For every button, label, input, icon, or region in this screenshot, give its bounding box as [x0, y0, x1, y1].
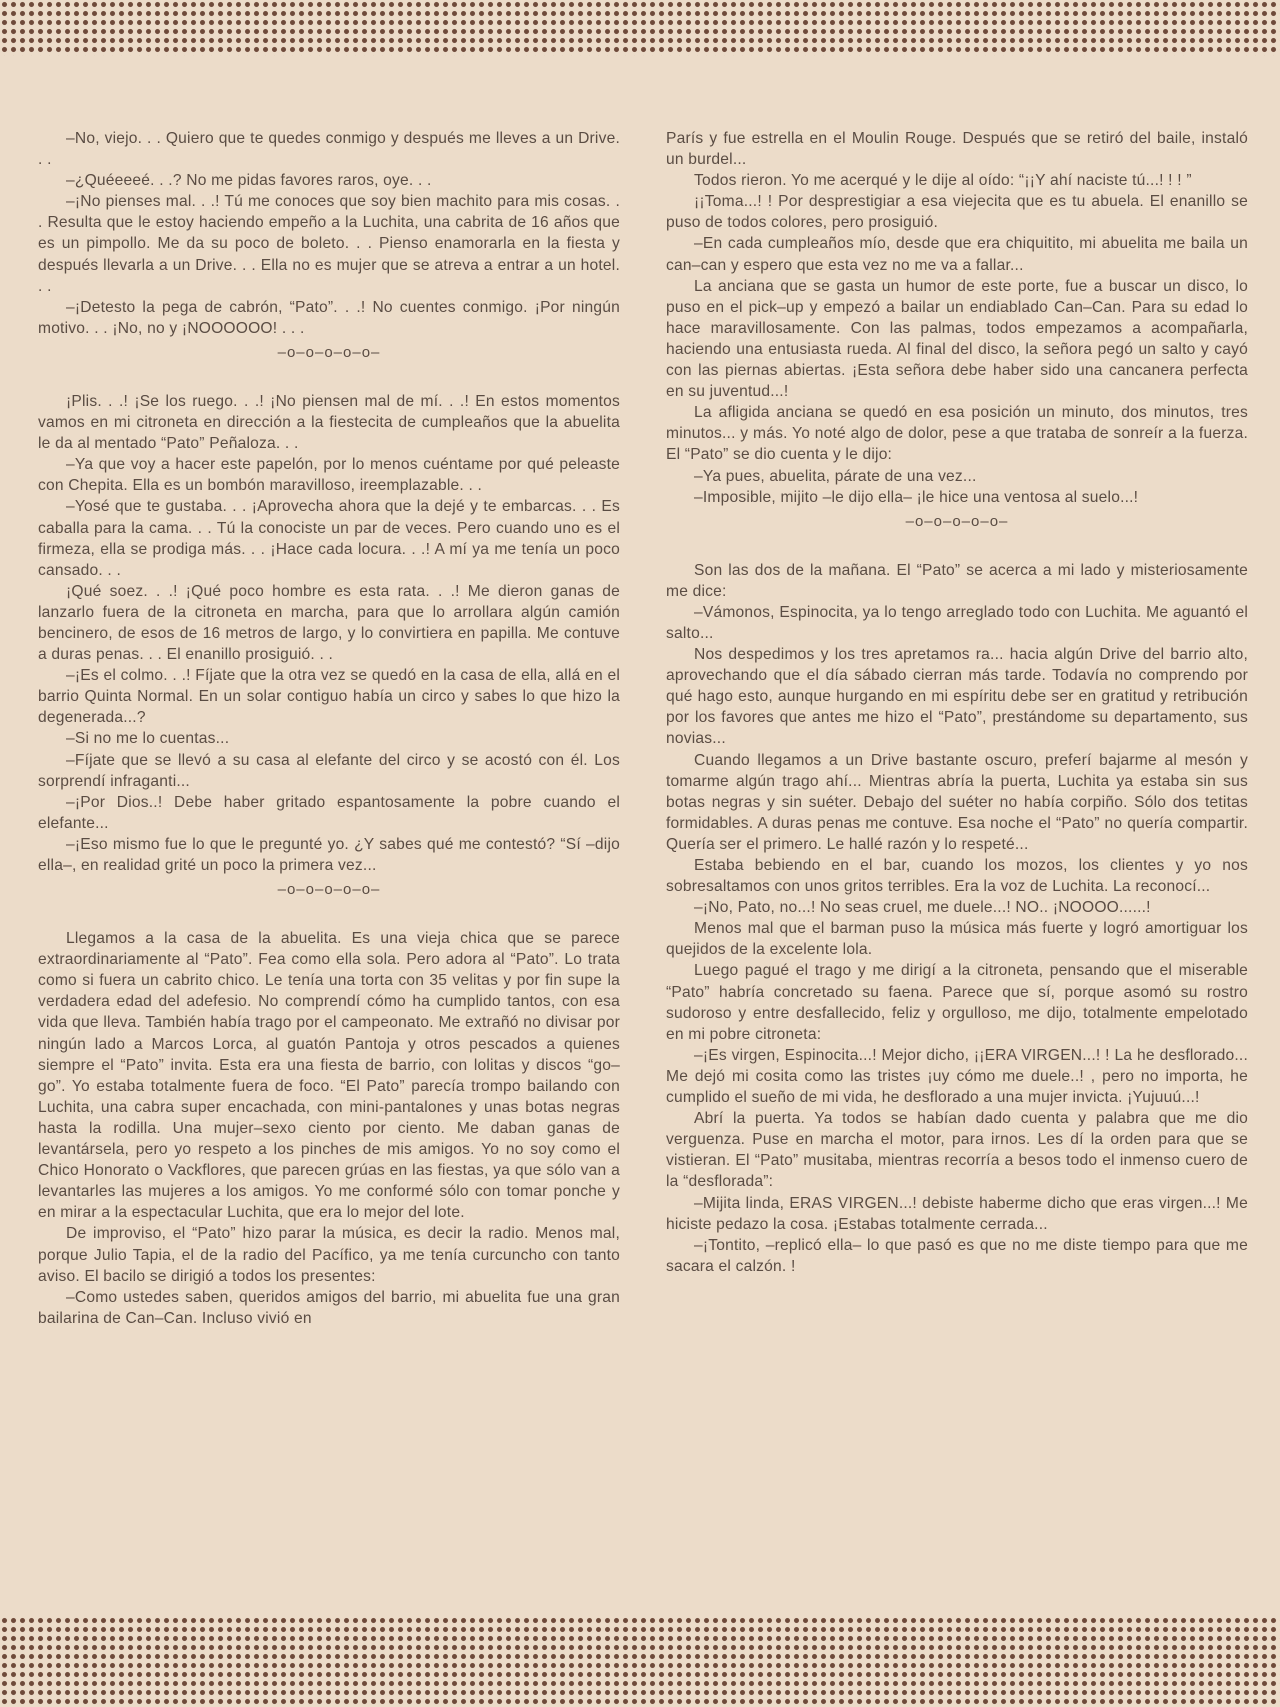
paragraph: –¡Es el colmo. . .! Fíjate que la otra vez se quedó en la casa de ella, allá en el barrio Quinta Normal. En un solar contiguo había un circo y sabes lo que hizo la degenerada...?: [38, 667, 620, 727]
paragraph: –Vámonos, Espinocita, ya lo tengo arreglado todo con Luchita. Me aguantó el salto...: [666, 603, 1248, 642]
paragraph: –No, viejo. . . Quiero que te quedes conmigo y después me lleves a un Drive. . .: [38, 130, 620, 169]
paragraph: París y fue estrella en el Moulin Rouge. Después que se retiró del baile, instaló un burdel...: [666, 130, 1248, 169]
paragraph: –¡Por Dios..! Debe haber gritado espantosamente la pobre cuando el elefante...: [38, 793, 620, 832]
paragraph: ¡¡Toma...! ! Por desprestigiar a esa viejecita que es tu abuela. El enanillo se puso de todos colores, pero prosiguió.: [666, 193, 1248, 232]
paragraph: –¡Detesto la pega de cabrón, “Pato”. . .! No cuentes conmigo. ¡Por ningún motivo. . . ¡No, no y ¡NOOOOOO! . . .: [38, 298, 620, 337]
paragraph: ¡Plis. . .! ¡Se los ruego. . .! ¡No piensen mal de mí. . .! En estos momentos vamos en mi citroneta en dirección a la fiestecita de cumpleaños que la abuelita le da al mentado “Pato” Peñaloza. . .: [38, 392, 620, 453]
section-separator: –o–o–o–o–o–: [277, 881, 381, 899]
paragraph: Menos mal que el barman puso la música más fuerte y logró amortiguar los quejidos de la excelente lola.: [666, 920, 1248, 959]
top-dot-border: [0, 0, 1280, 56]
paragraph: –En cada cumpleaños mío, desde que era chiquitito, mi abuelita me baila un can–can y espero que esta vez no me va a fallar...: [666, 235, 1248, 274]
paragraph: –¡Eso mismo fue lo que le pregunté yo. ¿Y sabes qué me contestó? “Sí –dijo ella–, en realidad grité un poco la primera vez...: [38, 835, 620, 874]
paragraph: –¿Quéeeeé. . .? No me pidas favores raros, oye. . .: [66, 172, 432, 190]
paragraph: –Como ustedes saben, queridos amigos del barrio, mi abuelita fue una gran bailarina de Can–Can. Incluso vivió en: [38, 1288, 620, 1327]
paragraph: –Yosé que te gustaba. . . ¡Aprovecha ahora que la dejé y te embarcas. . . Es caballa para la cama. . . Tú la conociste un par de veces. Pero cuando uno es el firmeza, ella se prodiga más. . . ¡Hace cada locura. . .! A mí ya me tenía un poco cansado. . .: [38, 498, 620, 579]
paragraph: –¡No, Pato, no...! No seas cruel, me duele...! NO.. ¡NOOOO......!: [694, 899, 1151, 917]
paragraph: –Imposible, mijito –le dijo ella– ¡le hice una ventosa al suelo...!: [694, 488, 1139, 506]
paragraph: –Si no me lo cuentas...: [66, 730, 230, 748]
paragraph: De improviso, el “Pato” hizo parar la música, es decir la radio. Menos mal, porque Julio Tapia, el de la radio del Pacífico, ya me tenía curcuncho con tanto aviso. El bacilo se dirigió a todos los presentes:: [38, 1225, 620, 1285]
paragraph: La anciana que se gasta un humor de este porte, fue a buscar un disco, lo puso en el pick–up y empezó a bailar un endiablado Can–Can. Para su edad lo hace maravillosamente. Con las palmas, todos empezamos a acompañarla, haciendo una entusiasta rueda. Al final del disco, la señora pegó un salto y cayó con las piernas abiertas. ¡Esta señora debe haber sido una cancanera perfecta en su juventud...!: [666, 277, 1248, 401]
paragraph: Todos rieron. Yo me acerqué y le dije al oído: “¡¡Y ahí naciste tú...! ! ! ”: [694, 172, 1192, 190]
paragraph: Son las dos de la mañana. El “Pato” se acerca a mi lado y misteriosamente me dice:: [666, 561, 1248, 600]
paragraph: –Ya pues, abuelita, párate de una vez...: [694, 467, 977, 485]
paragraph: –¡Tontito, –replicó ella– lo que pasó es que no me diste tiempo para que me sacara el calzón. !: [666, 1236, 1248, 1275]
paragraph: Luego pagué el trago y me dirigí a la citroneta, pensando que el miserable “Pato” habría concretado su faena. Parece que sí, porque asomó su rostro sudoroso y entre desfallecido, feliz y orgulloso, me dijo, totalmente empelotado en mi pobre citroneta:: [666, 962, 1248, 1043]
paragraph: Estaba bebiendo en el bar, cuando los mozos, los clientes y yo nos sobresaltamos con unos gritos terribles. Era la voz de Luchita. La reconocí...: [666, 857, 1248, 896]
section-separator: –o–o–o–o–o–: [277, 343, 381, 361]
spacer: [666, 538, 1248, 560]
paragraph: Nos despedimos y los tres apretamos ra... hacia algún Drive del barrio alto, aprovechando que el día sábado cierran más tarde. Todavía no comprendo por qué hago esto, aunque hurgando en mi espíritu debe ser en gratitud y retribución por los favores que antes me hizo el “Pato”, prestándome su departamento, sus novias...: [666, 646, 1248, 748]
paragraph: –Mijita linda, ERAS VIRGEN...! debiste haberme dicho que eras virgen...! Me hiciste pedazo la cosa. ¡Estabas totalmente cerrada...: [666, 1194, 1248, 1233]
paragraph: Llegamos a la casa de la abuelita. Es una vieja chica que se parece extraordinariamente al “Pato”. Fea como ella sola. Pero adora al “Pato”. Lo trata como si fuera un cabrito chico. Le tenía una torta con 35 velitas y por fin supe la verdadera edad del adefesio. No comprendí cómo ha cumplido tantos, con esa vida que lleva. También había trago por el campeonato. Me extrañó no divisar por ningún lado a Marcos Lorca, al guatón Pantoja y otros pescados a quienes siempre el “Pato” invita. Esta era una fiesta de barrio, con lolitas y discos “go–go”. Yo estaba totalmente fuera de foco. “El Pato” parecía trompo bailando con Luchita, una cabra super encachada, con mini-pantalones y unas botas negras hasta la rodilla. Una mujer–sexo ciento por ciento. Me daban ganas de levantársela, pero yo respeto a los pinches de mis amigos. Yo no soy como el Chico Honorato o Vackflores, que parecen grúas en las fiestas, ya que sólo van a levantarles las mujeres a los amigos. Yo me conformé sólo con tomar ponche y en mirar a la espectacular Luchita, que era lo mejor del lote.: [38, 930, 620, 1222]
paragraph: –Ya que voy a hacer este papelón, por lo menos cuéntame por qué peleaste con Chepita. Ella es un bombón maravilloso, ireemplazable. . .: [38, 456, 620, 495]
paragraph: La afligida anciana se quedó en esa posición un minuto, dos minutos, tres minutos... y más. Yo noté algo de dolor, pese a que trataba de sonreír a la fuerza. El “Pato” se dio cuenta y le dijo:: [666, 404, 1248, 464]
magazine-page: [38, 128, 1248, 1560]
spacer: [38, 906, 620, 928]
spacer: [38, 369, 620, 391]
paragraph: –Fíjate que se llevó a su casa al elefante del circo y se acostó con él. Los sorprendí infraganti...: [38, 751, 620, 790]
paragraph: Cuando llegamos a un Drive bastante oscuro, preferí bajarme al mesón y tomarme algún trago ahí... Mientras abría la puerta, Luchita ya estaba sin sus botas negras y sin suéter. Debajo del suéter no había corpiño. Sólo dos tetitas formidables. A duras penas me contuve. Esa noche el “Pato” no quería compartir. Quería ser el primero. Le hallé razón y lo respeté...: [666, 751, 1248, 853]
left-column: [38, 128, 620, 1560]
paragraph: –¡Es virgen, Espinocita...! Mejor dicho, ¡¡ERA VIRGEN...! ! La he desflorado... Me dejó mi cosita como las tristes ¡uy cómo me duele..! , pero no importa, he cumplido el sueño de mi vida, he desflorado a una mujer invicta. ¡Yujuuú...!: [666, 1046, 1248, 1107]
paragraph: –¡No pienses mal. . .! Tú me conoces que soy bien machito para mis cosas. . . Resulta que le estoy haciendo empeño a la Luchita, una cabrita de 16 años que es un pimpollo. Me da su poco de boleto. . . Pienso enamorarla en la fiesta y después llevarla a un Drive. . . Ella no es mujer que se atreva a entrar a un hotel. . .: [38, 193, 620, 295]
bottom-dot-border: [0, 1616, 1280, 1707]
section-separator: –o–o–o–o–o–: [905, 512, 1009, 530]
paragraph: Abrí la puerta. Ya todos se habían dado cuenta y palabra que me dio verguenza. Puse en marcha el motor, para irnos. Les dí la orden para que se vistieran. El “Pato” musitaba, mientras recorría a besos todo el inmenso cuero de la “desflorada”:: [666, 1110, 1248, 1191]
paragraph: ¡Qué soez. . .! ¡Qué poco hombre es esta rata. . .! Me dieron ganas de lanzarlo fuera de la citroneta en marcha, para que lo arrollara algún camión bencinero, de esos de 16 metros de largo, y lo convirtiera en papilla. Me contuve a duras penas. . . El enanillo prosiguió. . .: [38, 582, 620, 664]
right-column: [666, 128, 1248, 1560]
